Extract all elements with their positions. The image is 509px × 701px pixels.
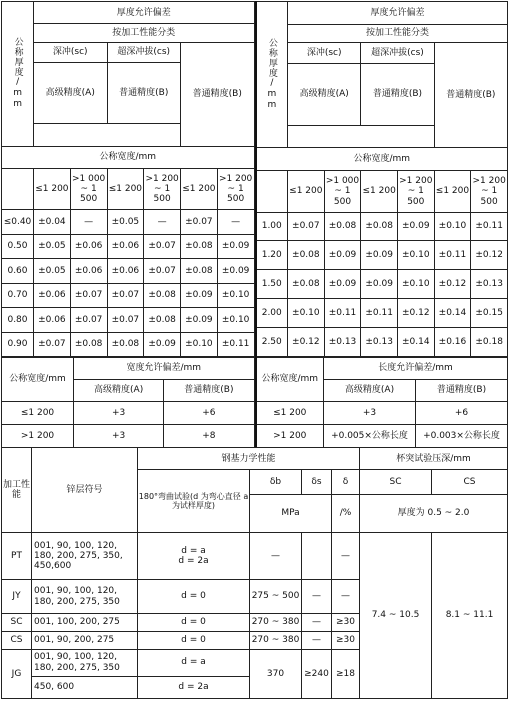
high-precision-header: 高级精度(A) — [74, 380, 164, 402]
tolerance-cell: ±0.07 — [181, 210, 218, 234]
coating-cell: 001, 90, 100, 120, 180, 200, 275, 350 — [32, 649, 138, 676]
tolerance-cell: ±0.09 — [324, 270, 361, 299]
thickness-cell: 2.00 — [256, 299, 288, 328]
table-row — [256, 241, 508, 270]
width-le1200: ≤1 200 — [288, 171, 325, 212]
tolerance-cell: ±0.08 — [107, 332, 144, 356]
bend-test-header: 180°弯曲试验(d 为弯心直径 a 为试样厚度) — [138, 470, 250, 533]
thickness-cell: 2.50 — [256, 328, 288, 357]
tolerance-cell: ±0.06 — [34, 283, 71, 307]
tolerance-cell: ±0.10 — [217, 308, 254, 332]
normal-precision-header: 普通精度(B) — [164, 380, 254, 402]
tolerance-cell: ±0.10 — [217, 283, 254, 307]
table-row — [2, 308, 255, 332]
tolerance-cell: ±0.10 — [288, 299, 325, 328]
tolerance-cell: ±0.08 — [144, 308, 181, 332]
mechanical-header: 钢基力学性能 — [138, 448, 360, 470]
sb-cell: 270 ~ 380 — [250, 613, 302, 631]
process-cell: JG — [2, 649, 32, 698]
tolerance-cell: ±0.08 — [288, 241, 325, 270]
normal-header: 普通精度(B) — [181, 42, 255, 146]
value-cell: +3 — [324, 402, 416, 425]
coating-cell: 450, 600 — [32, 676, 138, 698]
normal-precision-header: 普通精度(B) — [107, 63, 181, 124]
tolerance-cell: ±0.15 — [471, 299, 508, 328]
table-row — [2, 283, 255, 307]
table-row — [2, 234, 255, 258]
width-cell: >1 200 — [2, 425, 74, 448]
thickness-header: 厚度允许偏差 — [34, 2, 255, 24]
tolerance-cell: ±0.11 — [361, 299, 398, 328]
tolerance-cell: ±0.06 — [70, 259, 107, 283]
cup-sc-value: 7.4 ~ 10.5 — [360, 533, 432, 699]
tolerance-cell: — — [70, 210, 107, 234]
tolerance-cell: ±0.06 — [107, 234, 144, 258]
tolerance-cell: ±0.16 — [434, 328, 471, 357]
process-cell: JY — [2, 580, 32, 614]
tolerance-cell: ±0.09 — [181, 308, 218, 332]
coating-cell: 001, 100, 200, 275 — [32, 613, 138, 631]
tolerance-cell: ±0.07 — [70, 308, 107, 332]
cup-test-header: 杯突试验压深/mm — [360, 448, 508, 470]
thickness-cell: 1.50 — [256, 270, 288, 299]
nominal-thickness-header: 公称厚度/mm — [2, 2, 34, 147]
thickness-cell: ≤0.40 — [2, 210, 34, 234]
tolerance-cell: ±0.11 — [434, 241, 471, 270]
tolerance-cell: ±0.10 — [397, 241, 434, 270]
sb-cell: 370 — [250, 649, 302, 698]
thickness-cell: 0.80 — [2, 308, 34, 332]
ss-header: δs — [302, 470, 332, 495]
percent-header: /% — [332, 495, 360, 533]
sb-cell: 270 ~ 380 — [250, 631, 302, 649]
deep-header: 深冲(sc) — [288, 43, 361, 64]
value-cell: +8 — [164, 425, 254, 448]
width-le1200: ≤1 200 — [434, 171, 471, 212]
thickness-left-table — [1, 1, 255, 357]
table-row — [256, 212, 508, 241]
cs-header: CS — [432, 470, 508, 495]
cup-cs-value: 8.1 ~ 11.1 — [432, 533, 508, 699]
thickness-header: 厚度允许偏差 — [288, 2, 508, 25]
deep-header: 深冲(sc) — [34, 42, 108, 62]
tolerance-cell: ±0.07 — [144, 234, 181, 258]
value-cell: +0.003×公称长度 — [416, 425, 508, 448]
tolerance-cell: ±0.10 — [181, 332, 218, 356]
ss-cell: ≥240 — [302, 649, 332, 698]
nominal-width-header: 公称宽度/mm — [2, 146, 255, 168]
nominal-width-header: 公称宽度/mm — [256, 148, 508, 171]
tolerance-cell: — — [217, 210, 254, 234]
tolerance-cell: ±0.14 — [434, 299, 471, 328]
delta-cell: ≥18 — [332, 649, 360, 698]
value-cell: +3 — [74, 402, 164, 425]
cup-thickness-header: 厚度为 0.5 ~ 2.0 — [360, 495, 508, 533]
width-cell: ≤1 200 — [2, 402, 74, 425]
tolerance-cell: ±0.09 — [217, 234, 254, 258]
bend-cell: d = a d = 2a — [138, 533, 250, 580]
width-le1200: ≤1 200 — [107, 169, 144, 210]
tolerance-cell: ±0.09 — [324, 241, 361, 270]
table-row — [2, 210, 255, 234]
table-row — [256, 299, 508, 328]
sb-cell: — — [250, 533, 302, 580]
value-cell: +6 — [416, 402, 508, 425]
tolerance-cell: ±0.08 — [324, 212, 361, 241]
tolerance-cell: ±0.12 — [397, 299, 434, 328]
tolerance-cell: ±0.11 — [324, 299, 361, 328]
tolerance-cell: ±0.11 — [217, 332, 254, 356]
tolerance-cell: ±0.12 — [434, 270, 471, 299]
by-process-header: 按加工性能分类 — [34, 24, 255, 42]
width-1200-1500: >1 200 ~ 1 500 — [397, 171, 434, 212]
width-le1200: ≤1 200 — [181, 169, 218, 210]
width-1200-1500: >1 200 ~ 1 500 — [217, 169, 254, 210]
normal-precision-header: 普通精度(B) — [416, 380, 508, 402]
width-cell: ≤1 200 — [256, 402, 324, 425]
tolerance-cell: ±0.04 — [34, 210, 71, 234]
width-le1200: ≤1 200 — [361, 171, 398, 212]
bend-cell: d = a — [138, 649, 250, 676]
tolerance-cell: ±0.06 — [107, 259, 144, 283]
process-cell: CS — [2, 631, 32, 649]
tolerance-cell: ±0.09 — [361, 270, 398, 299]
delta-cell: — — [332, 580, 360, 614]
bend-cell: d = 0 — [138, 631, 250, 649]
tolerance-cell: ±0.08 — [181, 234, 218, 258]
tolerance-cell: ±0.07 — [34, 332, 71, 356]
tolerance-cell: ±0.09 — [397, 212, 434, 241]
nominal-width-header: 公称宽度/mm — [2, 358, 74, 402]
sb-header: δb — [250, 470, 302, 495]
ss-cell: — — [302, 580, 332, 614]
delta-cell: ≥30 — [332, 613, 360, 631]
value-cell: +6 — [164, 402, 254, 425]
tolerance-cell: ±0.07 — [107, 308, 144, 332]
table-row — [2, 259, 255, 283]
tolerance-cell: ±0.09 — [217, 259, 254, 283]
mpa-header: MPa — [250, 495, 332, 533]
table-row — [256, 270, 508, 299]
tolerance-cell: ±0.05 — [34, 234, 71, 258]
table-row — [256, 328, 508, 357]
thickness-cell: 1.00 — [256, 212, 288, 241]
tolerance-cell: — — [144, 210, 181, 234]
tolerance-cell: ±0.09 — [361, 241, 398, 270]
value-cell: +3 — [74, 425, 164, 448]
bend-cell: d = 2a — [138, 676, 250, 698]
nominal-thickness-header: 公称厚度/mm — [256, 2, 288, 148]
process-cell: SC — [2, 613, 32, 631]
process-header: 加工性能 — [2, 448, 32, 533]
tolerance-cell: ±0.18 — [471, 328, 508, 357]
coating-cell: 001, 90, 100, 120, 180, 200, 275, 350, 450,600 — [32, 533, 138, 580]
tolerance-cell: ±0.07 — [70, 283, 107, 307]
table-row — [2, 533, 508, 580]
ss-cell — [302, 533, 332, 580]
high-precision-header: 高级精度(A) — [324, 380, 416, 402]
normal-header: 普通精度(B) — [434, 43, 507, 148]
tolerance-cell: ±0.08 — [181, 259, 218, 283]
tolerance-cell: ±0.07 — [144, 259, 181, 283]
tolerance-cell: ±0.13 — [471, 270, 508, 299]
tolerance-cell: ±0.05 — [34, 259, 71, 283]
delta-header: δ — [332, 470, 360, 495]
width-tolerance-header: 宽度允许偏差/mm — [74, 358, 255, 380]
nominal-width-header: 公称宽度/mm — [256, 358, 324, 402]
coating-cell: 001, 90, 100, 120, 180, 200, 275, 350 — [32, 580, 138, 614]
delta-cell: — — [332, 533, 360, 580]
bend-cell: d = 0 — [138, 613, 250, 631]
sc-header: SC — [360, 470, 432, 495]
tolerance-cell: ±0.06 — [70, 234, 107, 258]
thickness-right-table — [255, 1, 509, 357]
width-1000-1500: >1 000 ~ 1 500 — [70, 169, 107, 210]
super-deep-header: 超深冲拔(cs) — [107, 42, 181, 62]
length-tolerance-table — [255, 357, 509, 447]
process-cell: PT — [2, 533, 32, 580]
width-tolerance-table — [1, 357, 255, 447]
by-process-header: 按加工性能分类 — [288, 24, 508, 43]
width-cell: >1 200 — [256, 425, 324, 448]
tolerance-cell: ±0.08 — [70, 332, 107, 356]
thickness-cell: 0.70 — [2, 283, 34, 307]
spec-sheet — [1, 1, 508, 699]
tolerance-cell: ±0.14 — [397, 328, 434, 357]
tolerance-cell: ±0.07 — [107, 283, 144, 307]
tolerance-cell: ±0.09 — [181, 283, 218, 307]
tolerance-cell: ±0.10 — [397, 270, 434, 299]
length-tolerance-header: 长度允许偏差/mm — [324, 358, 508, 380]
tolerance-cell: ±0.12 — [288, 328, 325, 357]
mechanical-properties-section — [1, 447, 508, 699]
tolerance-cell: ±0.12 — [471, 241, 508, 270]
thickness-cell: 0.50 — [2, 234, 34, 258]
width-le1200: ≤1 200 — [34, 169, 71, 210]
delta-cell: ≥30 — [332, 631, 360, 649]
ss-cell: — — [302, 613, 332, 631]
tolerance-cell: ±0.06 — [34, 308, 71, 332]
tolerance-cell: ±0.13 — [324, 328, 361, 357]
width-1200-1500: >1 200 ~ 1 500 — [144, 169, 181, 210]
coating-cell: 001, 90, 200, 275 — [32, 631, 138, 649]
super-deep-header: 超深冲拔(cs) — [361, 43, 434, 64]
tolerance-cell: ±0.09 — [144, 332, 181, 356]
high-precision-header: 高级精度(A) — [288, 63, 361, 125]
coating-header: 锌层符号 — [32, 448, 138, 533]
tolerance-cell: ±0.07 — [288, 212, 325, 241]
value-cell: +0.005×公称长度 — [324, 425, 416, 448]
tolerance-cell: ±0.13 — [361, 328, 398, 357]
thickness-cell: 1.20 — [256, 241, 288, 270]
normal-precision-header: 普通精度(B) — [361, 63, 434, 125]
bend-cell: d = 0 — [138, 580, 250, 614]
tolerance-cell: ±0.10 — [434, 212, 471, 241]
thickness-tolerance-section — [1, 1, 508, 357]
table-row — [2, 332, 255, 356]
tolerance-cell: ±0.05 — [107, 210, 144, 234]
sb-cell: 275 ~ 500 — [250, 580, 302, 614]
tolerance-cell: ±0.11 — [471, 212, 508, 241]
tolerance-cell: ±0.08 — [144, 283, 181, 307]
width-1000-1500: >1 000 ~ 1 500 — [324, 171, 361, 212]
high-precision-header: 高级精度(A) — [34, 63, 108, 124]
ss-cell: — — [302, 631, 332, 649]
thickness-cell: 0.60 — [2, 259, 34, 283]
thickness-cell: 0.90 — [2, 332, 34, 356]
tolerance-cell: ±0.08 — [288, 270, 325, 299]
width-1200-1500: >1 200 ~ 1 500 — [471, 171, 508, 212]
width-length-tolerance-section — [1, 357, 508, 447]
tolerance-cell: ±0.08 — [361, 212, 398, 241]
